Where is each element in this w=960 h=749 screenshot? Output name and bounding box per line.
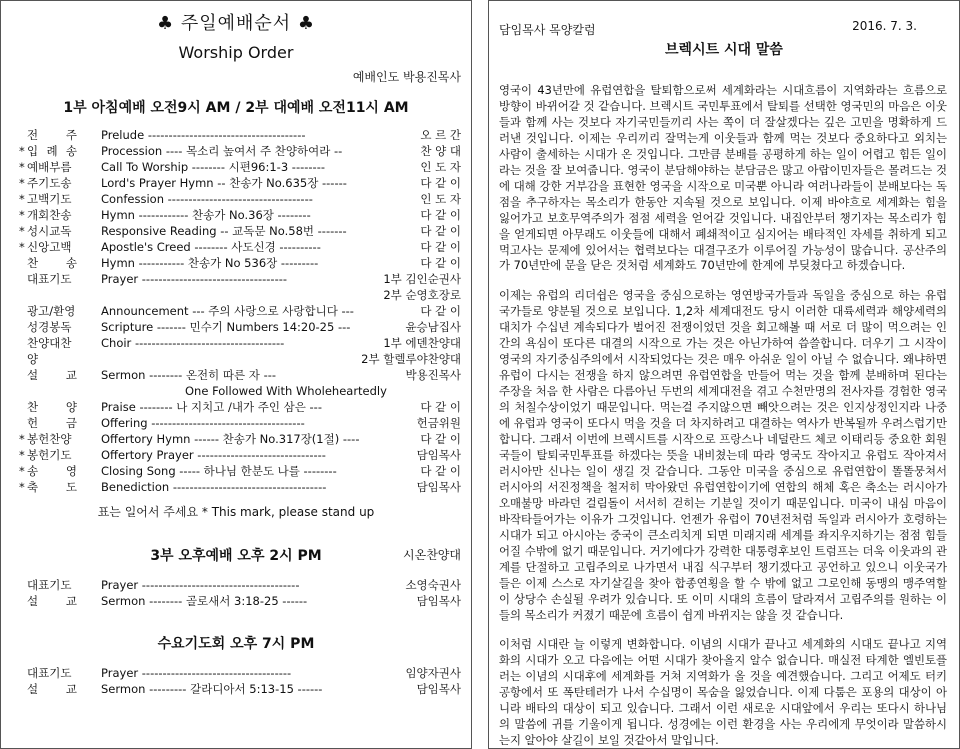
order-item-leader: 윤승남집사	[405, 320, 461, 334]
column-label: 담임목사 목양칼럼	[499, 23, 596, 37]
service3-heading-text: 3부 오후예배 오후 2시 PM	[150, 548, 322, 564]
wednesday-order	[1, 665, 471, 697]
stand-marker: *	[19, 448, 25, 462]
order-item-content: -----------------------------------	[141, 272, 288, 286]
order-item-detail	[101, 665, 291, 681]
order-item-leader: 인 도 자	[420, 160, 461, 174]
order-row	[1, 143, 471, 159]
order-row	[1, 191, 471, 207]
order-item-leader: 다 같 이	[420, 464, 461, 478]
order-item-detail	[101, 479, 326, 495]
column-header	[489, 15, 959, 35]
order-item-leader: 찬 양 대	[420, 144, 461, 158]
stand-marker: *	[19, 464, 25, 478]
order-item-detail	[101, 335, 284, 351]
order-item-korean: 성시교독	[27, 224, 72, 238]
order-of-service	[1, 127, 471, 495]
order-row	[1, 431, 471, 447]
column-date: 2016. 7. 3.	[852, 19, 917, 33]
order-item-korean: 헌 금	[27, 416, 77, 430]
order-row	[1, 463, 471, 479]
order-item-detail	[101, 399, 322, 415]
order-row	[1, 383, 471, 399]
order-row	[1, 303, 471, 319]
stand-marker: *	[19, 224, 25, 238]
order-item-leader: 다 같 이	[420, 432, 461, 446]
order-row	[1, 479, 471, 495]
order-item-leader: 담임목사	[416, 594, 461, 608]
order-row	[1, 239, 471, 255]
order-item-leader: 인 도 자	[420, 192, 461, 206]
order-item-korean: 찬 송	[27, 256, 77, 270]
column-body	[489, 83, 959, 749]
order-item-leader: 2부 할렐루야찬양대	[361, 352, 461, 366]
order-item-leader: 1부 김인순권사	[383, 272, 461, 286]
stand-marker: *	[19, 160, 25, 174]
order-item-english: Confession	[101, 192, 164, 206]
order-item-english: Responsive Reading	[101, 224, 217, 238]
order-item-content: ------------------------------------	[141, 666, 292, 680]
stand-note: 표는 일어서 주세요 * This mark, please stand up	[97, 505, 375, 519]
order-item-korean: 전 주	[27, 128, 77, 142]
order-item-content: -------- 나 지치고 /내가 주인 삼은 ---	[139, 400, 322, 414]
order-item-english: Lord's Prayer Hymn	[101, 176, 214, 190]
order-row	[1, 593, 471, 609]
order-item-english: Call To Worship	[101, 160, 189, 174]
order-item-detail	[101, 191, 313, 207]
order-item-english: Procession	[101, 144, 163, 158]
service1-heading: 1부 아침예배 오전9시 AM / 2부 대예배 오전11시 AM	[63, 100, 409, 116]
order-item-english: Sermon	[101, 368, 146, 382]
order-row	[1, 287, 471, 303]
order-row	[1, 399, 471, 415]
service3-section	[1, 545, 471, 609]
order-row	[1, 319, 471, 335]
order-item-english: Offertory Hymn	[101, 432, 191, 446]
order-row	[1, 271, 471, 287]
order-item-leader: 다 같 이	[420, 400, 461, 414]
order-item-english: Scripture	[101, 320, 154, 334]
service3-order	[1, 577, 471, 609]
order-item-leader: 다 같 이	[420, 224, 461, 238]
order-item-korean: 대표기도	[27, 272, 72, 286]
order-item-korean: 대표기도	[27, 666, 72, 680]
worship-leader: 예배인도 박용진목사	[352, 70, 461, 84]
order-row	[1, 255, 471, 271]
order-item-content: ----------- 찬송가 No 536장 ---------	[138, 256, 319, 270]
order-item-korean: 설 교	[27, 368, 77, 382]
order-item-detail	[101, 303, 354, 319]
order-item-content: --- 주의 사랑으로 사랑합니다 ---	[192, 304, 354, 318]
order-item-korean: 예배부름	[27, 160, 72, 174]
order-item-leader: 다 같 이	[420, 208, 461, 222]
order-row	[1, 665, 471, 681]
order-row	[1, 175, 471, 191]
order-item-detail	[101, 271, 287, 287]
order-row	[1, 447, 471, 463]
service3-choir: 시온찬양대	[403, 548, 461, 562]
order-item-english: Praise	[101, 400, 136, 414]
worship-order-page	[0, 0, 472, 749]
order-item-detail	[101, 577, 299, 593]
order-item-content: ------------ 찬송가 No.36장 --------	[138, 208, 311, 222]
order-item-content: ---- 목소리 높여서 주 찬양하여라 --	[165, 144, 343, 158]
stand-marker: *	[19, 176, 25, 190]
order-item-english: Apostle's Creed	[101, 240, 191, 254]
order-item-content: -------------------------------	[197, 448, 326, 462]
stand-marker: *	[19, 240, 25, 254]
order-item-content: --------------------------------------	[147, 128, 306, 142]
order-row	[1, 159, 471, 175]
order-item-english: Closing Song	[101, 464, 176, 478]
order-item-content: --------------------------------------	[141, 578, 300, 592]
stand-marker: *	[19, 144, 25, 158]
order-item-korean: 송 영	[27, 464, 77, 478]
order-row	[1, 367, 471, 383]
order-item-english: Offertory Prayer	[101, 448, 194, 462]
stand-marker: *	[19, 192, 25, 206]
order-row	[1, 577, 471, 593]
column-paragraph: 영국이 43년만에 유럽연합을 탈퇴함으로써 세계화라는 시대흐름이 지역화라는 흐름으로 방향이 바뀌어갈 것 같습니다. 브렉시트 국민투표에서 탈퇴를 선택한 영국민의 마음은 이웃들과 함께 사는 것보다 자기국민들끼리 사는 쪽이 더 잘살겠다는 깊은 고민을 명확하게 드러낸 것입니다. 이제는 우리끼리 잘먹는게 이웃들과 함께 먹는 것보다 중요하다고 외치는 사람이 출세하는 시대가 온 것입니다. 그만큼 분배를 공평하게 하는 일이 어렵고 힘든 일이라는 것을 잘 보여줍니다. 영국이 분담해야하는 분담금은 많고 아랍이민자들은 몰려드는 것에 대해 강한 거부감을 표현한 영국을 시작으로 미국뿐 아니라 여러나라들이 분배보다는 독점을 추구하자는 목소리가 한동안 지속될 것으로 보입니다. 이제 바야흐로 세계화는 힘을 잃어가고 보호무역주의가 점점 세력을 얻어갈 것입니다. 내집안부터 챙기자는 목소리가 힘을 얻게되면 아무래도 이웃들에 대해서 폐쇄적이고 심지어는 배타적인 자세를 취하게 되고 먹고사는 문제에 있어서는 협력보다는 대결구조가 이루어질 가능성이 많습니다. 공산주의가 70년만에 문을 닫은 것처럼 세계화도 70년만에 한계에 부딪쳤다고 하겠습니다.	[499, 83, 947, 273]
order-item-english: Hymn	[101, 256, 135, 270]
order-item-detail	[101, 255, 318, 271]
order-item-leader: 오 르 간	[420, 128, 461, 142]
stand-marker: *	[19, 208, 25, 222]
order-row	[1, 681, 471, 697]
order-row	[1, 127, 471, 143]
order-item-leader: 다 같 이	[420, 304, 461, 318]
stand-marker: *	[19, 432, 25, 446]
order-item-content: -------- 시편96:1-3 --------	[191, 160, 325, 174]
order-item-leader: 2부 순영호장로	[383, 288, 461, 302]
order-item-content: ----- 하나님 한분도 나를 --------	[179, 464, 337, 478]
order-item-leader: 헌금위원	[416, 416, 461, 430]
order-item-english: Announcement	[101, 304, 189, 318]
order-item-leader: 박용진목사	[405, 368, 461, 382]
worship-title: ♣ 주일예배순서 ♣	[156, 13, 316, 34]
order-item-detail	[101, 593, 307, 609]
order-item-english: Prelude	[101, 128, 145, 142]
order-item-english: Prayer	[101, 578, 139, 592]
order-item-detail	[101, 239, 321, 255]
order-item-content: -------- 사도신경 ----------	[194, 240, 321, 254]
order-item-leader: 담임목사	[416, 480, 461, 494]
order-item-content: ------------------------------------	[134, 336, 285, 350]
order-item-detail	[185, 383, 387, 399]
order-item-english: Choir	[101, 336, 132, 350]
order-item-detail	[101, 431, 359, 447]
order-item-korean: 찬양대찬양	[27, 336, 72, 366]
order-item-korean: 신앙고백	[27, 240, 72, 254]
worship-subtitle: Worship Order	[178, 43, 294, 62]
order-item-leader: 담임목사	[416, 448, 461, 462]
order-row	[1, 223, 471, 239]
wednesday-section	[1, 633, 471, 697]
order-item-korean: 설 교	[27, 594, 77, 608]
order-item-detail	[101, 319, 350, 335]
order-item-english: Hymn	[101, 208, 135, 222]
order-item-content: ------ 찬송가 No.317장(1절) ----	[194, 432, 360, 446]
pastor-column-page	[488, 0, 960, 749]
order-item-content: -------------------------------------	[172, 480, 327, 494]
order-item-content: -------------------------------------	[151, 416, 305, 430]
order-item-detail	[101, 463, 337, 479]
order-item-content: --------- 갈라디아서 5:13-15 ------	[149, 682, 323, 696]
order-item-leader: 다 같 이	[420, 256, 461, 270]
order-item-content: -------- 온전히 따른 자 ---	[149, 368, 277, 382]
order-item-leader: 1부 에덴찬양대	[383, 336, 461, 350]
order-item-leader: 소영숙권사	[405, 578, 461, 592]
order-item-detail	[101, 175, 347, 191]
order-item-english: Sermon	[101, 594, 146, 608]
order-item-leader: 다 같 이	[420, 240, 461, 254]
order-item-content: -------- 골로새서 3:18-25 ------	[149, 594, 308, 608]
order-item-leader: 다 같 이	[420, 176, 461, 190]
column-paragraph: 이처럼 시대란 늘 이렇게 변화합니다. 이념의 시대가 끝나고 세계화의 시대도 끝나고 지역화의 시대가 오고 다음에는 어떤 시대가 찾아올지 알수 없습니다. 매실전 타계한 엘빈토플러는 이념의 시대후에 세계화를 거쳐 지역화가 올 것을 예견했습니다. 그리고 어제도 터키공항에서 또 폭탄테러가 나서 수십명이 목숨을 잃었습니다. 이제 다툼은 포용의 대상이 아니라 배타의 대상이 되고 있습니다. 그래서 이런 새로운 시대앞에서 우리는 또다시 하나님의 말씀에 귀를 기울이게 됩니다. 성경에는 이런 환경을 사는 우리에게 무엇이라 말씀하시는지 알아야 살길이 보일 것같아서 말입니다.	[499, 637, 947, 748]
order-item-korean: 축 도	[27, 480, 77, 494]
order-row	[1, 351, 471, 367]
order-item-detail	[101, 207, 311, 223]
order-row	[1, 415, 471, 431]
order-item-detail	[101, 159, 325, 175]
order-item-content: -- 교독문 No.58번 -------	[220, 224, 347, 238]
order-item-korean: 설 교	[27, 682, 77, 696]
order-item-content: -----------------------------------	[167, 192, 313, 206]
column-title: 브렉시트 시대 말씀	[665, 42, 783, 58]
order-item-detail	[101, 143, 342, 159]
order-item-leader: 임양자권사	[405, 666, 461, 680]
order-item-korean: 입 례 송	[27, 144, 77, 158]
column-paragraph: 이제는 유럽의 리더쉽은 영국을 중심으로하는 영연방국가들과 독일을 중심으로 하는 유럽국가들로 양분될 것으로 보입니다. 1,2차 세계대전도 당시 이러한 대륙세력과 해양세력의 대치가 수십년 계속되다가 벌어진 전쟁이었던 것을 회고해볼 때 서로 더 많이 먹으려는 인간의 욕심이 또다른 대결의 시작으로 가는 것은 아닌가하여 씁쓸합니다. 더우기 그 시작이 영국의 자기중심주의에서 시작되었다는 것은 매우 아쉬운 일이 아닐 수 없습니다. 왜냐하면 유럽이 다시는 전쟁을 하지 않으려면 유럽연합을 만들어 먹는 것을 함께 분배하며 된다는 주장을 처음 한 사람은 다름아닌 두번의 세계대전을 겪고 수천만명의 전사자를 경험한 영국의 처칠수상이었기 때문입니다. 먹는걸 주지않으면 빼앗으려는 것은 인지상정인지라 나중에 유럽과 영국이 또다시 먹을 것을 더 차지하려고 대결하는 역사가 반복될까 우려스럽기만 합니다. 그래서 이번에 브렉시트를 시작으로 프랑스나 네덜란드 체코 이태리등 중요한 회원국들이 탈퇴국민투표를 하겠다는 뜻을 내비쳤는데 따라 영국도 작아지고 유럽도 작아져서 러시아만 신나는 일이 생길 것 같습니다. 그동안 미국을 중심으로 유럽연합이 똘똘뭉쳐서 러시아의 서진정책을 철저히 막아왔던 유럽연합이기에 연합의 해체 혹은 축소는 러시아가 오매불망 바라던 걸림돌이 서서히 걷히는 기분일 것이기 때문입니다. 미국이 내심 마음이 바작타들어가는 이유가 그것입니다. 언젠가 유럽이 70년전처럼 독일과 러시아가 호령하는 시대가 되고 아시아는 중국이 큰소리치게 되면 미래지래 세계를 좌지우지하기는 점점 힘들어질 수밖에 없기 때문입니다. 거기에다가 강력한 대통령후보인 트럼프는 더욱 이웃과의 관계를 단절하고 고립주의로 나가면서 내집 식구부터 챙기겠다고 공언하고 있으니 이웃국가들은 이제 스스로 자기살길을 찾아 합종연횡을 할 수 밖에 없고 그로인해 동맹의 맹주역할이 상당수 손실될 우려가 있습니다. 또 이미 시대의 흐름이 달라져서 고립주의를 원하는 이들의 목소리가 커졌기 때문에 흐름이 쉽게 바뀌지는 않을 것 같습니다.	[499, 288, 947, 622]
order-item-korean: 고백기도	[27, 192, 72, 206]
order-item-content: ------- 민수기 Numbers 14:20-25 ---	[156, 320, 351, 334]
order-item-korean: 주기도송	[27, 176, 72, 190]
order-item-korean: 광고/환영	[27, 304, 76, 318]
order-item-english: Prayer	[101, 272, 139, 286]
order-item-english: Benediction	[101, 480, 170, 494]
order-item-leader: 담임목사	[416, 682, 461, 696]
order-row	[1, 207, 471, 223]
order-item-detail	[101, 447, 326, 463]
order-item-english: Prayer	[101, 666, 139, 680]
order-item-detail	[101, 223, 347, 239]
order-item-korean: 봉헌찬양	[27, 432, 72, 446]
order-item-english: Sermon	[101, 682, 146, 696]
order-item-detail	[101, 415, 305, 431]
order-item-english: One Followed With Wholeheartedly	[185, 384, 387, 398]
order-item-detail	[101, 681, 322, 697]
order-item-english: Offering	[101, 416, 148, 430]
order-item-content: -- 찬송가 No.635장 ------	[217, 176, 347, 190]
order-item-korean: 봉헌기도	[27, 448, 72, 462]
order-item-korean: 대표기도	[27, 578, 72, 592]
order-item-korean: 찬 양	[27, 400, 77, 414]
order-item-korean: 개회찬송	[27, 208, 72, 222]
service3-heading	[1, 545, 471, 565]
order-item-detail	[101, 127, 306, 143]
order-item-detail	[101, 367, 276, 383]
wednesday-heading: 수요기도회 오후 7시 PM	[157, 636, 315, 652]
stand-marker: *	[19, 480, 25, 494]
order-item-korean: 성경봉독	[27, 320, 72, 334]
